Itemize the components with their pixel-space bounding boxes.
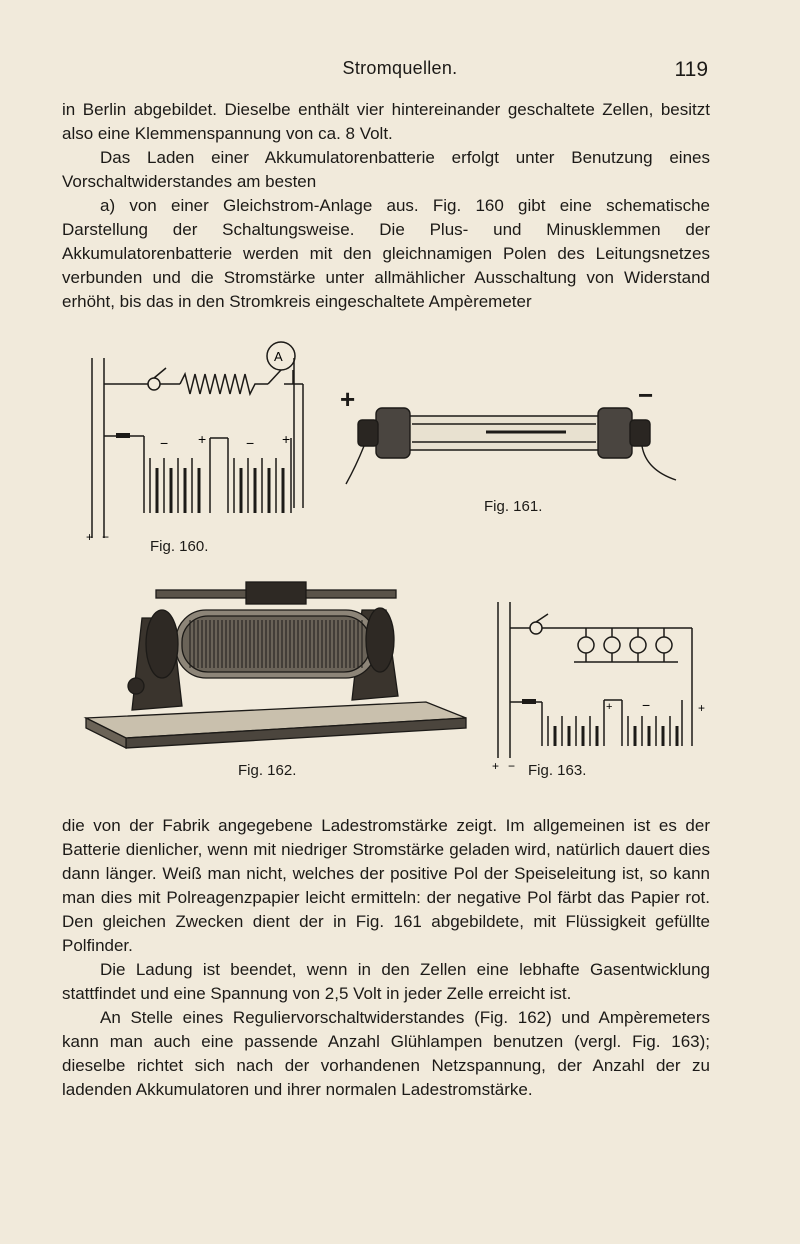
- page-number: 119: [674, 58, 708, 81]
- plus-label: +: [606, 701, 613, 713]
- minus-label: −: [638, 380, 654, 410]
- plus-label: +: [698, 701, 706, 715]
- paragraph: An Stelle eines Reguliervorschaltwiderstandes (Fig. 162) und Ampèremeters kann man auch eine passende Anzahl Glühlampen benutzen (vergl. Fig. 163); dieselbe richtet sich nach der vorhandenen Netzspannung, der Anzahl der zu ladenden Akkumulatoren und ihrer normalen Ladestromstärke.: [62, 1008, 710, 1099]
- running-header: Stromquellen.: [342, 58, 458, 78]
- paragraph: a) von einer Gleichstrom-Anlage aus. Fig. 160 gibt eine schematische Darstellung der Schaltungsweise. Die Plus- und Minusklemmen der Akkumulatorenbatterie werden mit den gleichnamigen Polen des Leitungsnetzes verbunden und die Stromstärke unter allmählicher Ausschaltung von Widerstand erhöht, bis das in den Stromkreis eingeschaltete Ampèremeter: [62, 196, 710, 311]
- plus-label: +: [492, 759, 500, 773]
- top-text-block: [62, 98, 710, 314]
- plus-label: +: [198, 431, 207, 447]
- bottom-text-block: [62, 814, 710, 1102]
- fig163-caption: Fig. 163.: [528, 762, 587, 779]
- fig163-lamp-circuit-diagram: [486, 596, 716, 776]
- fig161-pole-finder-illustration: [336, 380, 696, 490]
- ammeter-label: A: [274, 349, 283, 364]
- fig160-caption: Fig. 160.: [150, 538, 209, 555]
- minus-label: −: [160, 435, 169, 451]
- fig160-circuit-diagram: [86, 338, 318, 544]
- minus-label: −: [102, 530, 110, 544]
- fig162-rheostat-illustration: [86, 578, 466, 748]
- minus-label: −: [246, 435, 255, 451]
- fig162-caption: Fig. 162.: [238, 762, 297, 779]
- fig161-caption: Fig. 161.: [484, 498, 543, 515]
- paragraph: Das Laden einer Akkumulatorenbatterie erfolgt unter Benutzung eines Vorschaltwiderstandes am besten: [62, 148, 710, 191]
- plus-label: +: [340, 384, 356, 414]
- paragraph: Die Ladung ist beendet, wenn in den Zellen eine lebhafte Gasentwicklung stattfindet und eine Spannung von 2,5 Volt in jeder Zelle erreicht ist.: [62, 960, 710, 1003]
- plus-label: +: [282, 431, 291, 447]
- paragraph: in Berlin abgebildet. Dieselbe enthält vier hintereinander geschaltete Zellen, besitzt also eine Klemmenspannung von ca. 8 Volt.: [62, 100, 710, 143]
- plus-label: +: [86, 530, 94, 544]
- minus-label: −: [508, 759, 516, 773]
- paragraph: die von der Fabrik angegebene Ladestromstärke zeigt. Im allgemeinen ist es der Batterie dienlicher, wenn mit niedriger Stromstärke geladen wird, natürlich dauert dies dann länger. Weiß man nicht, welches der positive Pol der Speiseleitung ist, so kann man dies mit Polreagenzpapier leicht ermitteln: der negative Pol färbt das Papier rot. Den gleichen Zwecken dient der in Fig. 161 abgebildete, mit Flüssigkeit gefüllte Polfinder.: [62, 816, 710, 955]
- minus-label: −: [642, 697, 651, 713]
